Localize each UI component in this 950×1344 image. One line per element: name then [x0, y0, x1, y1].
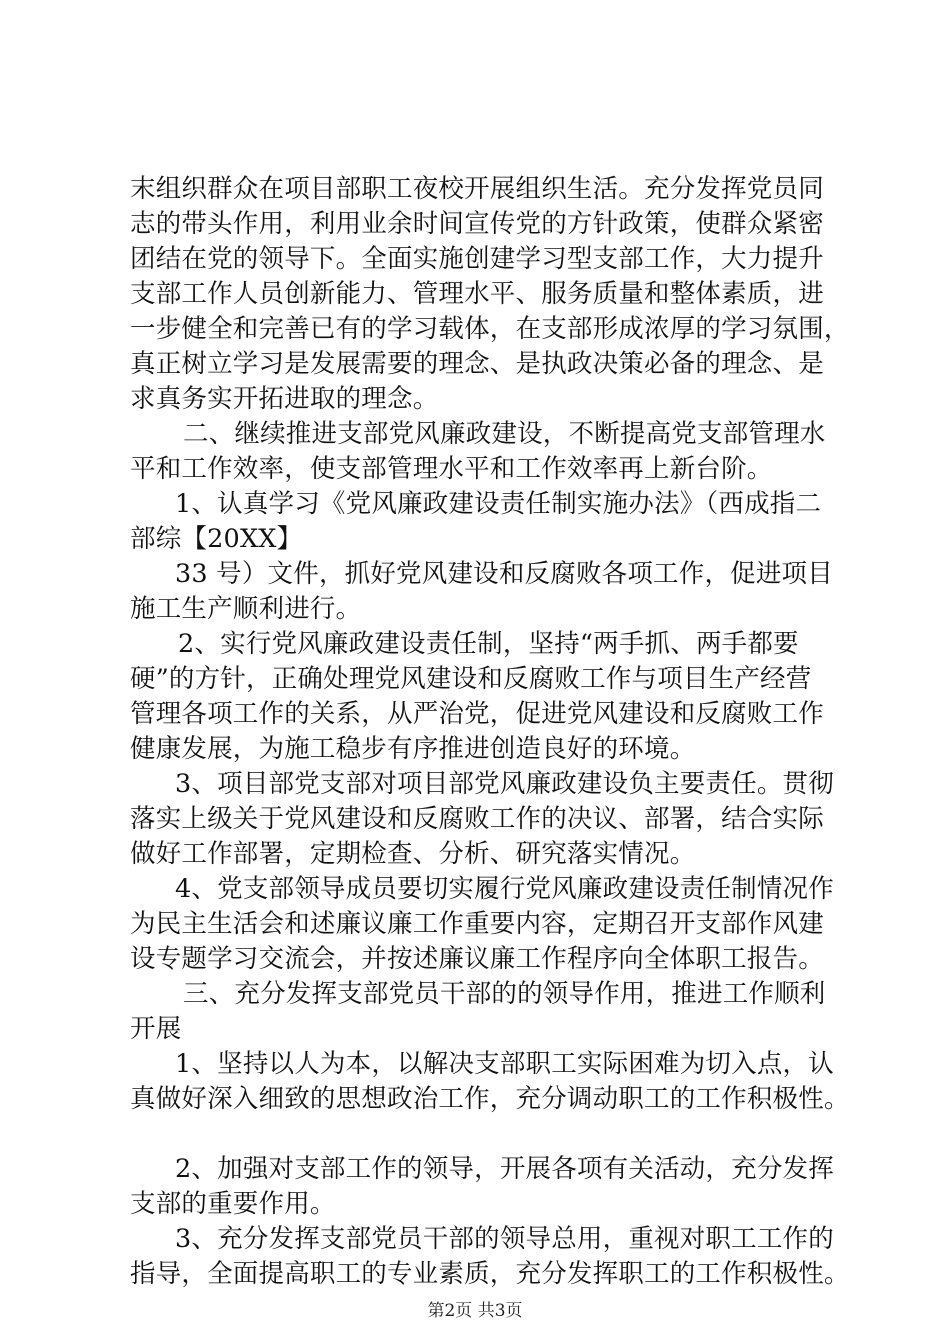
body-line: 设专题学习交流会，并按述廉议廉工作程序向全体职工报告。: [130, 944, 824, 974]
body-line: 平和工作效率，使支部管理水平和工作效率再上新台阶。: [130, 454, 773, 484]
body-line: 团结在党的领导下。全面实施创建学习型支部工作，大力提升: [130, 244, 824, 274]
body-line: 施工生产顺利进行。: [130, 594, 362, 624]
body-line: 3、充分发挥支部党员干部的领导总用，重视对职工工作的: [175, 1224, 834, 1254]
section-heading-line: 三、充分发挥支部党员干部的的领导作用，推进工作顺利: [183, 979, 826, 1009]
section-heading-line: 开展: [130, 1014, 182, 1044]
section-heading-line: 二、继续推进支部党风廉政建设，不断提高党支部管理水: [183, 419, 826, 449]
body-line: 求真务实开拓进取的理念。: [130, 384, 439, 414]
body-line: 1、认真学习《党风廉政建设责任制实施办法》（西成指二: [175, 489, 822, 519]
body-line: 支部工作人员创新能力、管理水平、服务质量和整体素质，进: [130, 279, 824, 309]
body-line: 2、实行党风廉政建设责任制，坚持“两手抓、两手都要: [178, 629, 799, 659]
body-line: 真正树立学习是发展需要的理念、是执政决策必备的理念、是: [130, 349, 824, 379]
body-line: 管理各项工作的关系，从严治党，促进党风建设和反腐败工作: [130, 699, 824, 729]
page-number-footer: 第2页 共3页: [427, 1301, 523, 1321]
body-line: 2、加强对支部工作的领导，开展各项有关活动，充分发挥: [175, 1154, 834, 1184]
body-line: 支部的重要作用。: [130, 1189, 336, 1219]
body-line: 1、坚持以人为本，以解决支部职工实际困难为切入点，认: [175, 1049, 834, 1079]
body-line: 指导，全面提高职工的专业素质，充分发挥职工的工作积极性。: [130, 1259, 850, 1289]
body-line: 真做好深入细致的思想政治工作，充分调动职工的工作积极性。: [130, 1084, 850, 1114]
body-line: 硬”的方针，正确处理党风建设和反腐败工作与项目生产经营: [130, 664, 812, 694]
body-line: 末组织群众在项目部职工夜校开展组织生活。充分发挥党员同: [130, 174, 824, 204]
body-line: 一步健全和完善已有的学习载体，在支部形成浓厚的学习氛围，: [130, 314, 850, 344]
body-line: 志的带头作用，利用业余时间宣传党的方针政策，使群众紧密: [130, 209, 824, 239]
body-line: 落实上级关于党风建设和反腐败工作的决议、部署，结合实际: [130, 804, 824, 834]
body-line: 做好工作部署，定期检查、分析、研究落实情况。: [130, 839, 696, 869]
body-line: 33 号）文件，抓好党风建设和反腐败各项工作，促进项目: [175, 559, 833, 589]
body-line: 4、党支部领导成员要切实履行党风廉政建设责任制情况作: [175, 874, 834, 904]
body-line: 部综【20XX】: [130, 524, 303, 554]
body-line: 健康发展，为施工稳步有序推进创造良好的环境。: [130, 734, 696, 764]
body-line: 3、项目部党支部对项目部党风廉政建设负主要责任。贯彻: [175, 769, 834, 799]
body-line: 为民主生活会和述廉议廉工作重要内容，定期召开支部作风建: [130, 909, 824, 939]
